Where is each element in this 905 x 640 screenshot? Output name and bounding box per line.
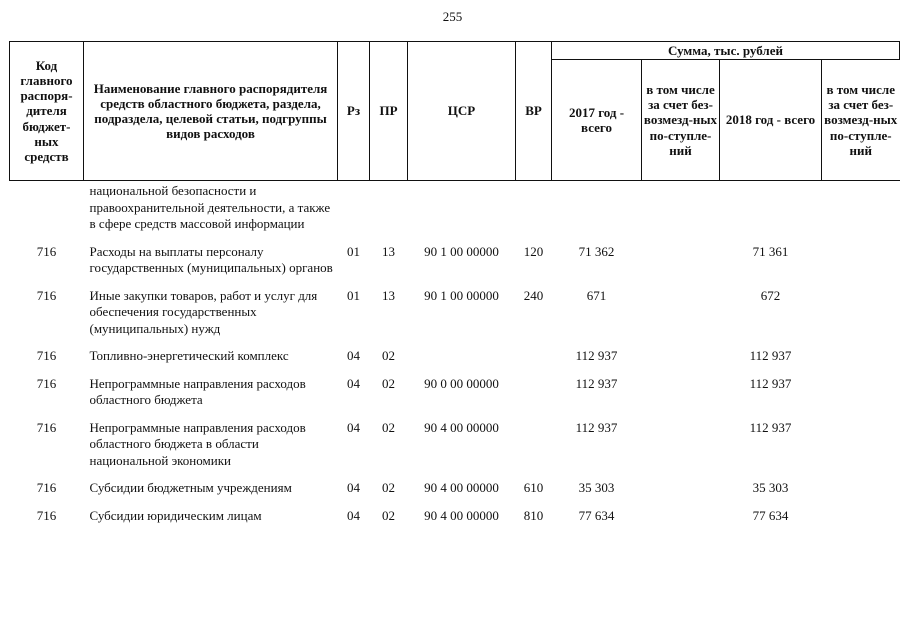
row-vr: 810 xyxy=(523,507,544,523)
row-2017-total: 671 xyxy=(586,287,607,303)
page-number: 255 xyxy=(442,9,463,24)
row-name: Иные закупки товаров, работ и услуг для обеспечения государственных (муниципальных) нужд xyxy=(89,287,318,336)
row-pr: 02 xyxy=(382,480,395,495)
row-2017-gratis xyxy=(642,477,720,505)
table-row xyxy=(10,505,900,533)
row-rz: 04 xyxy=(347,480,360,495)
row-2018-gratis xyxy=(822,505,900,533)
row-vr: 610 xyxy=(523,480,544,495)
row-code: 716 xyxy=(36,419,57,435)
row-2018-total: 112 937 xyxy=(749,419,792,435)
row-pr: 02 xyxy=(382,348,395,363)
row-rz: 01 xyxy=(347,287,360,303)
budget-table xyxy=(9,41,900,532)
row-name: Субсидии юридическим лицам xyxy=(89,507,262,523)
row-pr: 02 xyxy=(382,507,395,523)
row-vr: 120 xyxy=(523,243,544,259)
header-rz: Рз xyxy=(338,42,370,181)
row-2018-gratis xyxy=(822,241,900,285)
row-code: 716 xyxy=(36,348,57,363)
row-vr xyxy=(516,417,552,478)
row-2017-gratis xyxy=(642,241,720,285)
row-2018-total: 35 303 xyxy=(752,480,789,495)
row-name: Непрограммные направления расходов областного бюджета xyxy=(89,375,306,407)
row-rz: 04 xyxy=(347,507,360,523)
row-2017-total: 112 937 xyxy=(575,348,618,363)
row-2017-total: 71 362 xyxy=(578,243,615,259)
header-pr: ПР xyxy=(370,42,408,181)
row-csr: 90 1 00 00000 xyxy=(424,287,499,303)
row-rz: 04 xyxy=(347,419,360,435)
header-sum: Сумма, тыс. рублей xyxy=(552,42,900,60)
row-pr: 02 xyxy=(382,419,395,435)
row-2018-total: 77 634 xyxy=(752,507,789,523)
row-vr xyxy=(516,345,552,373)
table-row xyxy=(10,285,900,346)
row-2018-total: 112 937 xyxy=(749,348,792,363)
row-csr: 90 0 00 00000 xyxy=(424,375,499,391)
row-name: Топливно-энергетический комплекс xyxy=(89,348,289,363)
row-csr: 90 4 00 00000 xyxy=(424,507,499,523)
table-row xyxy=(10,373,900,417)
row-2017-total: 77 634 xyxy=(578,507,615,523)
row-code: 716 xyxy=(36,375,57,391)
header-2018-gratis: в том числе за счет без-возмезд-ных по-ступле-ний xyxy=(822,60,900,181)
row-2018-total: 71 361 xyxy=(752,243,789,259)
row-pr: 13 xyxy=(382,287,395,303)
row-csr: 90 1 00 00000 xyxy=(424,243,499,259)
row-2017-gratis xyxy=(642,417,720,478)
row-rz: 04 xyxy=(347,375,360,391)
row-2018-gratis xyxy=(822,477,900,505)
header-code: Код главного распоря-дителя бюджет-ных средств xyxy=(10,42,84,181)
row-2018-gratis xyxy=(822,417,900,478)
table-row xyxy=(10,417,900,478)
row-2017-gratis xyxy=(642,373,720,417)
row-2017-total: 112 937 xyxy=(575,419,618,435)
continuation-row xyxy=(10,181,900,241)
row-pr: 13 xyxy=(382,243,395,259)
row-code: 716 xyxy=(36,480,57,495)
row-csr xyxy=(408,345,516,373)
row-code: 716 xyxy=(36,507,57,523)
header-2017-gratis: в том числе за счет без-возмезд-ных по-ступле-ний xyxy=(642,60,720,181)
table-row xyxy=(10,241,900,285)
row-pr: 02 xyxy=(382,375,395,391)
row-name: Непрограммные направления расходов областного бюджета в области национальной экономики xyxy=(89,419,306,468)
row-name: Субсидии бюджетным учреждениям xyxy=(89,480,292,495)
row-vr xyxy=(516,373,552,417)
header-vr: ВР xyxy=(516,42,552,181)
row-2018-gratis xyxy=(822,285,900,346)
row-csr: 90 4 00 00000 xyxy=(424,480,499,495)
row-2017-gratis xyxy=(642,345,720,373)
row-rz: 01 xyxy=(347,243,360,259)
header-2018-total: 2018 год - всего xyxy=(720,60,822,181)
row-2017-total: 35 303 xyxy=(578,480,615,495)
row-csr: 90 4 00 00000 xyxy=(424,419,499,435)
row-2018-total: 112 937 xyxy=(749,375,792,391)
row-2018-gratis xyxy=(822,345,900,373)
row-2018-total: 672 xyxy=(760,287,781,303)
row-2018-gratis xyxy=(822,373,900,417)
row-vr: 240 xyxy=(523,287,544,303)
table-row xyxy=(10,345,900,373)
continuation-text: национальной безопасности и правоохранительной деятельности, а также в сфере средств массовой информации xyxy=(89,183,331,231)
header-2017-total: 2017 год - всего xyxy=(552,60,642,181)
row-code: 716 xyxy=(36,243,57,259)
table-row xyxy=(10,477,900,505)
row-2017-total: 112 937 xyxy=(575,375,618,391)
row-2017-gratis xyxy=(642,285,720,346)
row-name: Расходы на выплаты персоналу государственных (муниципальных) органов xyxy=(89,243,333,275)
header-csr: ЦСР xyxy=(408,42,516,181)
row-2017-gratis xyxy=(642,505,720,533)
header-name: Наименование главного распорядителя средств областного бюджета, раздела, подраздела, целевой статьи, подгруппы видов расходов xyxy=(84,42,338,181)
row-rz: 04 xyxy=(347,348,360,363)
row-code: 716 xyxy=(36,287,57,303)
